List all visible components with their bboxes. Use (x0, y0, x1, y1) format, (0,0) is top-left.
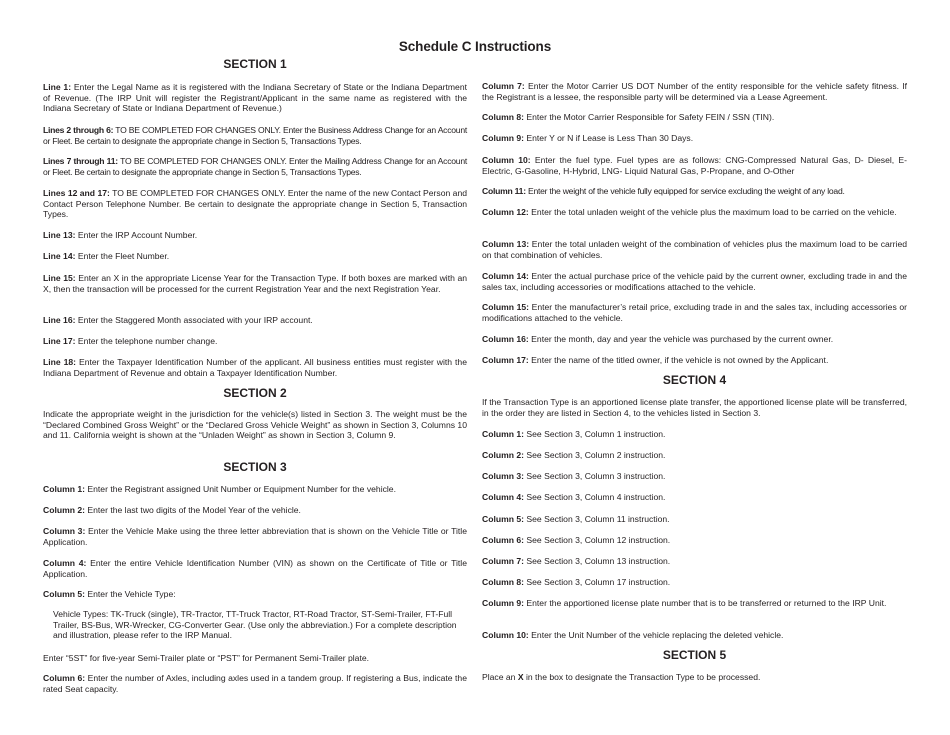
section-4-heading: SECTION 4 (662, 373, 727, 387)
instruction-lines-2-6: Lines 2 through 6: TO BE COMPLETED FOR CHANGES ONLY. Enter the Business Address Change for an Account or Fleet. Be certain to designate the appropriate change in Section 5, Transactions Types. (43, 125, 467, 146)
section-3-column-4: Column 4: Enter the entire Vehicle Identification Number (VIN) as shown on the Certificate of Title or Title Application. (43, 558, 467, 579)
section-3-column-16: Column 16: Enter the month, day and year the vehicle was purchased by the current owner. (482, 334, 834, 344)
section-3-column-6: Column 6: Enter the number of Axles, including axles used in a tandem group. If registering a Bus, indicate the rated Seat capacity. (43, 673, 467, 694)
instruction-line-15: Line 15: Enter an X in the appropriate License Year for the Transaction Type. If both boxes are marked with an X, then the transaction will be processed for the current Registration Year and the next Registration Year. (43, 273, 467, 294)
section-4-column-2: Column 2: See Section 3, Column 2 instruction. (482, 450, 666, 460)
section-3-column-3: Column 3: Enter the Vehicle Make using the three letter abbreviation that is shown on the Vehicle Title or Title Application. (43, 526, 467, 547)
instruction-line-1: Line 1: Enter the Legal Name as it is registered with the Indiana Secretary of State or the Indiana Department of Revenue. (The IRP Unit will register the Registrant/Applicant in the same name as registered with the Indiana Secretary of State or Indiana Department of Revenue.) (43, 82, 467, 113)
section-3-column-5: Column 5: Enter the Vehicle Type: (43, 589, 176, 599)
vehicle-types-list: Vehicle Types: TK-Truck (single), TR-Tractor, TT-Truck Tractor, RT-Road Tractor, ST-Semi-Trailer, FT-Full Trailer, BS-Bus, WR-Wrecker, CG-Converter Gear. (Use only the abbreviation.) For a complete description and illustration, please refer to the IRP Manual. (53, 609, 457, 640)
semi-trailer-note: Enter “5ST” for five-year Semi-Trailer plate or “PST” for Permanent Semi-Trailer plate. (43, 653, 370, 663)
section-3-column-13: Column 13: Enter the total unladen weight of the combination of vehicles plus the maximum load to be carried on that combination of vehicles. (482, 239, 907, 260)
section-3-column-11: Column 11: Enter the weight of the vehicle fully equipped for service excluding the weight of any load. (482, 186, 845, 196)
section-2-heading: SECTION 2 (223, 386, 287, 400)
section-4-column-8: Column 8: See Section 3, Column 17 instruction. (482, 577, 671, 587)
section-4-column-1: Column 1: See Section 3, Column 1 instruction. (482, 429, 666, 439)
page-title: Schedule C Instructions (398, 39, 552, 54)
section-3-column-1: Column 1: Enter the Registrant assigned Unit Number or Equipment Number for the vehicle. (43, 484, 396, 494)
instruction-line-13: Line 13: Enter the IRP Account Number. (43, 230, 198, 240)
section-4-column-9: Column 9: Enter the apportioned license plate number that is to be transferred or returned to the IRP Unit. (482, 598, 887, 608)
section-4-column-4: Column 4: See Section 3, Column 4 instruction. (482, 492, 666, 502)
section-3-column-9: Column 9: Enter Y or N if Lease is Less Than 30 Days. (482, 133, 694, 143)
section-3-column-2: Column 2: Enter the last two digits of the Model Year of the vehicle. (43, 505, 301, 515)
section-2-text: Indicate the appropriate weight in the jurisdiction for the vehicle(s) listed in Section 3. The weight must be the “Declared Combined Gross Weight” or the “Declared Gross Vehicle Weight” as shown in Section 3, Columns 10 and 11. California weight is shown at the “Unladen Weight” as shown in Section 3, Column 9. (43, 409, 467, 440)
section-3-column-12: Column 12: Enter the total unladen weight of the vehicle plus the maximum load to be carried on the vehicle. (482, 207, 897, 217)
instruction-line-18: Line 18: Enter the Taxpayer Identification Number of the applicant. All business entities must register with the Indiana Department of Revenue and obtain a Taxpayer Identification Number. (43, 357, 467, 378)
section-4-column-5: Column 5: See Section 3, Column 11 instruction. (482, 514, 670, 524)
instruction-line-14: Line 14: Enter the Fleet Number. (43, 251, 170, 261)
section-3-column-17: Column 17: Enter the name of the titled owner, if the vehicle is not owned by the Applicant. (482, 355, 829, 365)
section-4-column-6: Column 6: See Section 3, Column 12 instruction. (482, 535, 671, 545)
section-3-column-7: Column 7: Enter the Motor Carrier US DOT Number of the entity responsible for the vehicle safety fitness. If the Registrant is a lessee, the responsible party will be determined via a Lease Agreement. (482, 81, 907, 102)
instruction-line-17: Line 17: Enter the telephone number change. (43, 336, 218, 346)
section-3-column-14: Column 14: Enter the actual purchase price of the vehicle paid by the current owner, excluding trade in and the sales tax, including accessories or modifications attached to the vehicle. (482, 271, 907, 292)
section-4-column-10: Column 10: Enter the Unit Number of the vehicle replacing the deleted vehicle. (482, 630, 784, 640)
instruction-lines-12-17: Lines 12 and 17: TO BE COMPLETED FOR CHANGES ONLY. Enter the name of the new Contact Person and Contact Person Telephone Number. Be certain to designate the appropriate change in Section 5, Transaction Types. (43, 188, 467, 219)
section-3-column-8: Column 8: Enter the Motor Carrier Responsible for Safety FEIN / SSN (TIN). (482, 112, 775, 122)
section-3-column-10: Column 10: Enter the fuel type. Fuel types are as follows: CNG-Compressed Natural Gas, D- Diesel, E- Electric, G-Gasoline, H-Hybrid, LNG- Liquid Natural Gas, P-Propane, and O-Other (482, 155, 907, 176)
section-4-intro: If the Transaction Type is an apportioned license plate transfer, the apportioned license plate will be transferred, in the order they are listed in Section 4, to the vehicles listed in Section 3. (482, 397, 907, 418)
section-5-text: Place an X in the box to designate the Transaction Type to be processed. (482, 672, 761, 682)
section-1-heading: SECTION 1 (223, 57, 287, 71)
instruction-lines-7-11: Lines 7 through 11: TO BE COMPLETED FOR CHANGES ONLY. Enter the Mailing Address Change for an Account or Fleet. Be certain to designate the appropriate change in Section 5, Transactions Types. (43, 156, 467, 177)
section-3-column-15: Column 15: Enter the manufacturer’s retail price, excluding trade in and the sales tax, including accessories or modifications attached to the vehicle. (482, 302, 907, 323)
instruction-line-16: Line 16: Enter the Staggered Month associated with your IRP account. (43, 315, 313, 325)
section-4-column-3: Column 3: See Section 3, Column 3 instruction. (482, 471, 666, 481)
section-3-heading: SECTION 3 (223, 460, 287, 474)
section-5-heading: SECTION 5 (662, 648, 727, 662)
section-4-column-7: Column 7: See Section 3, Column 13 instruction. (482, 556, 671, 566)
